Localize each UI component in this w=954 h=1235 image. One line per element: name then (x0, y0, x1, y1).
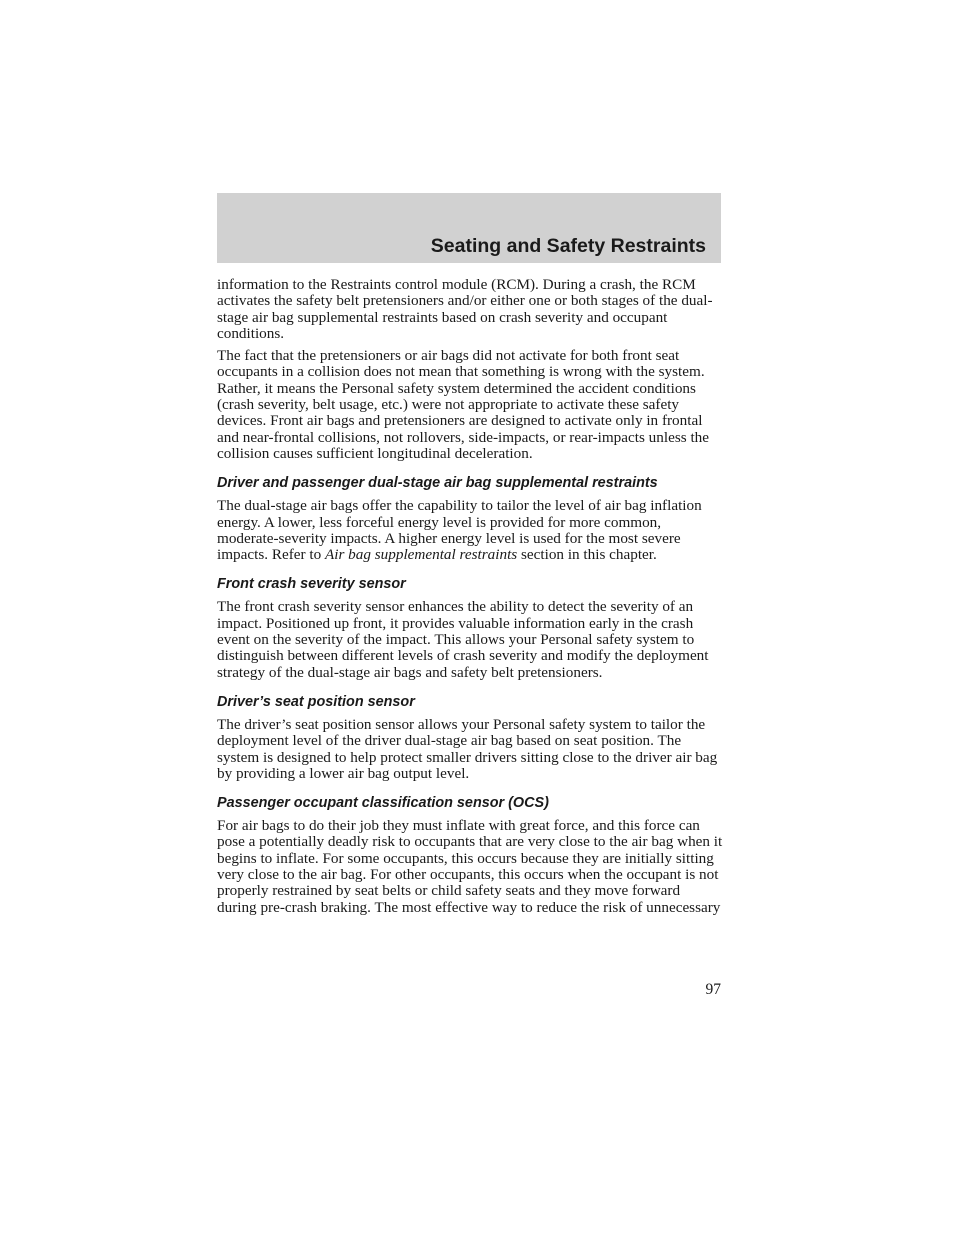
paragraph-activation: The fact that the pretensioners or air bags did not activate for both front seat occupants in a collision does not mean that something is wrong with the system. Rather, it means the Personal safety system determined the accident conditions (crash severity, belt usage, etc.) were not appropriate to activate these safety devices. Front air bags and pretensioners are designed to activate only in frontal and near-frontal collisions, not rollovers, side-impacts, or rear-impacts unless the collision causes sufficient longitudinal deceleration. (217, 347, 709, 462)
page-body (217, 277, 723, 922)
heading-dual-stage-air-bags: Driver and passenger dual-stage air bag supplemental restraints (217, 475, 658, 492)
paragraph-dual-stage-text: The dual-stage air bags offer the capability to tailor the level of air bag inflation energy. A lower, less forceful energy level is provided for more common, moderate-severity impacts. A higher energy level is used for the most severe impacts. Refer to (217, 497, 702, 564)
section-title: Seating and Safety Restraints (430, 235, 706, 257)
heading-ocs: Passenger occupant classification sensor (OCS) (217, 795, 549, 812)
paragraph-seat-position-sensor: The driver’s seat position sensor allows your Personal safety system to tailor the deployment level of the driver dual-stage air bag based on seat position. The system is designed to help protect smaller drivers sitting close to the driver air bag by providing a lower air bag output level. (217, 715, 718, 782)
paragraph-ocs: For air bags to do their job they must inflate with great force, and this force can pose a potentially deadly risk to occupants that are very close to the air bag when it begins to inflate. For some occupants, this occurs because they are initially sitting very close to the air bag. For other occupants, this occurs when the occupant is not properly restrained by seat belts or child safety seats and they move forward during pre-crash braking. The most effective way to reduce the risk of unnecessary (217, 817, 723, 916)
paragraph-dual-stage-tail: section in this chapter. (517, 546, 657, 564)
heading-front-crash-sensor: Front crash severity sensor (217, 576, 406, 593)
section-header-band (217, 193, 721, 263)
cross-reference-air-bag: Air bag supplemental restraints (324, 546, 518, 564)
heading-seat-position-sensor: Driver’s seat position sensor (217, 693, 415, 710)
paragraph-front-crash-sensor: The front crash severity sensor enhances the ability to detect the severity of an impact. Positioned up front, it provides valuable information early in the crash event on the severity of the impact. This allows your Personal safety system to distinguish between different levels of crash severity and modify the deployment strategy of the dual-stage air bags and safety belt pretensioners. (217, 598, 709, 681)
paragraph-rcm: information to the Restraints control module (RCM). During a crash, the RCM activates the safety belt pretensioners and/or either one or both stages of the dual-stage air bag supplemental restraints based on crash severity and occupant conditions. (217, 276, 713, 342)
paragraph-dual-stage (217, 498, 723, 563)
page-number: 97 (705, 981, 721, 998)
